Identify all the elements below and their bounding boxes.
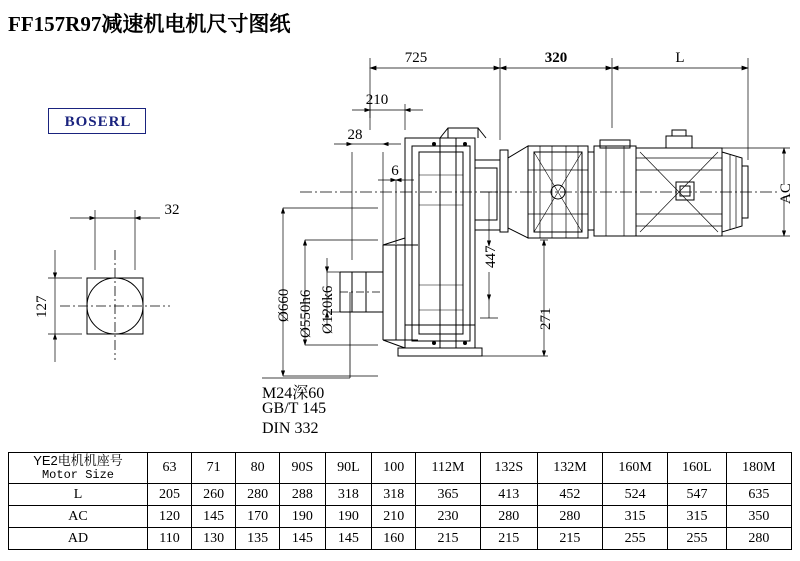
cell: 160: [372, 528, 416, 550]
cell: 288: [280, 484, 325, 506]
cell: 365: [416, 484, 480, 506]
cell: 350: [726, 506, 791, 528]
col-header: 160M: [603, 453, 668, 484]
col-header: 100: [372, 453, 416, 484]
callout-thread: M24深60: [262, 385, 325, 402]
cell: 315: [603, 506, 668, 528]
cell: 315: [668, 506, 727, 528]
cell: 210: [372, 506, 416, 528]
dim-28: 28: [347, 127, 363, 143]
table-row: [9, 506, 792, 528]
cell: 452: [537, 484, 602, 506]
cell: 260: [192, 484, 236, 506]
cell: 145: [280, 528, 325, 550]
cell: 190: [325, 506, 372, 528]
cell: 205: [148, 484, 192, 506]
cell: 215: [537, 528, 602, 550]
col-header: 80: [236, 453, 280, 484]
row-label: AD: [9, 528, 148, 550]
row-label: L: [9, 484, 148, 506]
cell: 547: [668, 484, 727, 506]
dim-120: Ø120k6: [320, 285, 336, 334]
table-header-label-en: Motor Size: [41, 468, 114, 482]
dim-210: 210: [365, 92, 389, 108]
col-header: 90L: [325, 453, 372, 484]
dim-32: 32: [164, 202, 180, 218]
cell: 280: [236, 484, 280, 506]
dim-6: 6: [391, 163, 399, 179]
cell: 524: [603, 484, 668, 506]
table-header-label-cn: YE2电机机座号: [33, 453, 123, 468]
col-header: 71: [192, 453, 236, 484]
dim-320: 320: [544, 50, 568, 66]
cell: 255: [603, 528, 668, 550]
cell: 230: [416, 506, 480, 528]
callout-standard-din: DIN 332: [262, 420, 319, 437]
cell: 318: [372, 484, 416, 506]
cell: 120: [148, 506, 192, 528]
cell: 145: [192, 506, 236, 528]
cell: 215: [416, 528, 480, 550]
table-row: [9, 484, 792, 506]
row-label: AC: [9, 506, 148, 528]
cell: 170: [236, 506, 280, 528]
cell: 280: [537, 506, 602, 528]
cell: 135: [236, 528, 280, 550]
cell: 280: [726, 528, 791, 550]
page-title: FF157R97减速机电机尺寸图纸: [8, 12, 291, 36]
col-header: 180M: [726, 453, 791, 484]
cell: 635: [726, 484, 791, 506]
cell: 318: [325, 484, 372, 506]
col-header: 132S: [480, 453, 537, 484]
col-header: 160L: [668, 453, 727, 484]
cell: 110: [148, 528, 192, 550]
dim-127: 127: [34, 295, 50, 318]
cell: 255: [668, 528, 727, 550]
col-header: 132M: [537, 453, 602, 484]
cell: 130: [192, 528, 236, 550]
dim-271: 271: [538, 307, 554, 330]
brand-logo: BOSERL: [64, 114, 132, 130]
dim-550: Ø550h6: [298, 289, 314, 338]
col-header: 112M: [416, 453, 480, 484]
callout-standard-gb: GB/T 145: [262, 400, 327, 417]
cell: 413: [480, 484, 537, 506]
table-row: [9, 528, 792, 550]
dim-447: 447: [483, 245, 499, 268]
col-header: 63: [148, 453, 192, 484]
dim-AC: AC: [778, 183, 794, 204]
dim-L: L: [675, 50, 685, 66]
dim-725: 725: [404, 50, 428, 66]
cell: 280: [480, 506, 537, 528]
cell: 145: [325, 528, 372, 550]
cell: 190: [280, 506, 325, 528]
motor-size-table: [8, 452, 792, 550]
dim-660: Ø660: [276, 288, 292, 322]
col-header: 90S: [280, 453, 325, 484]
cell: 215: [480, 528, 537, 550]
table-header-label: [9, 453, 148, 484]
table-header-row: [9, 453, 792, 484]
